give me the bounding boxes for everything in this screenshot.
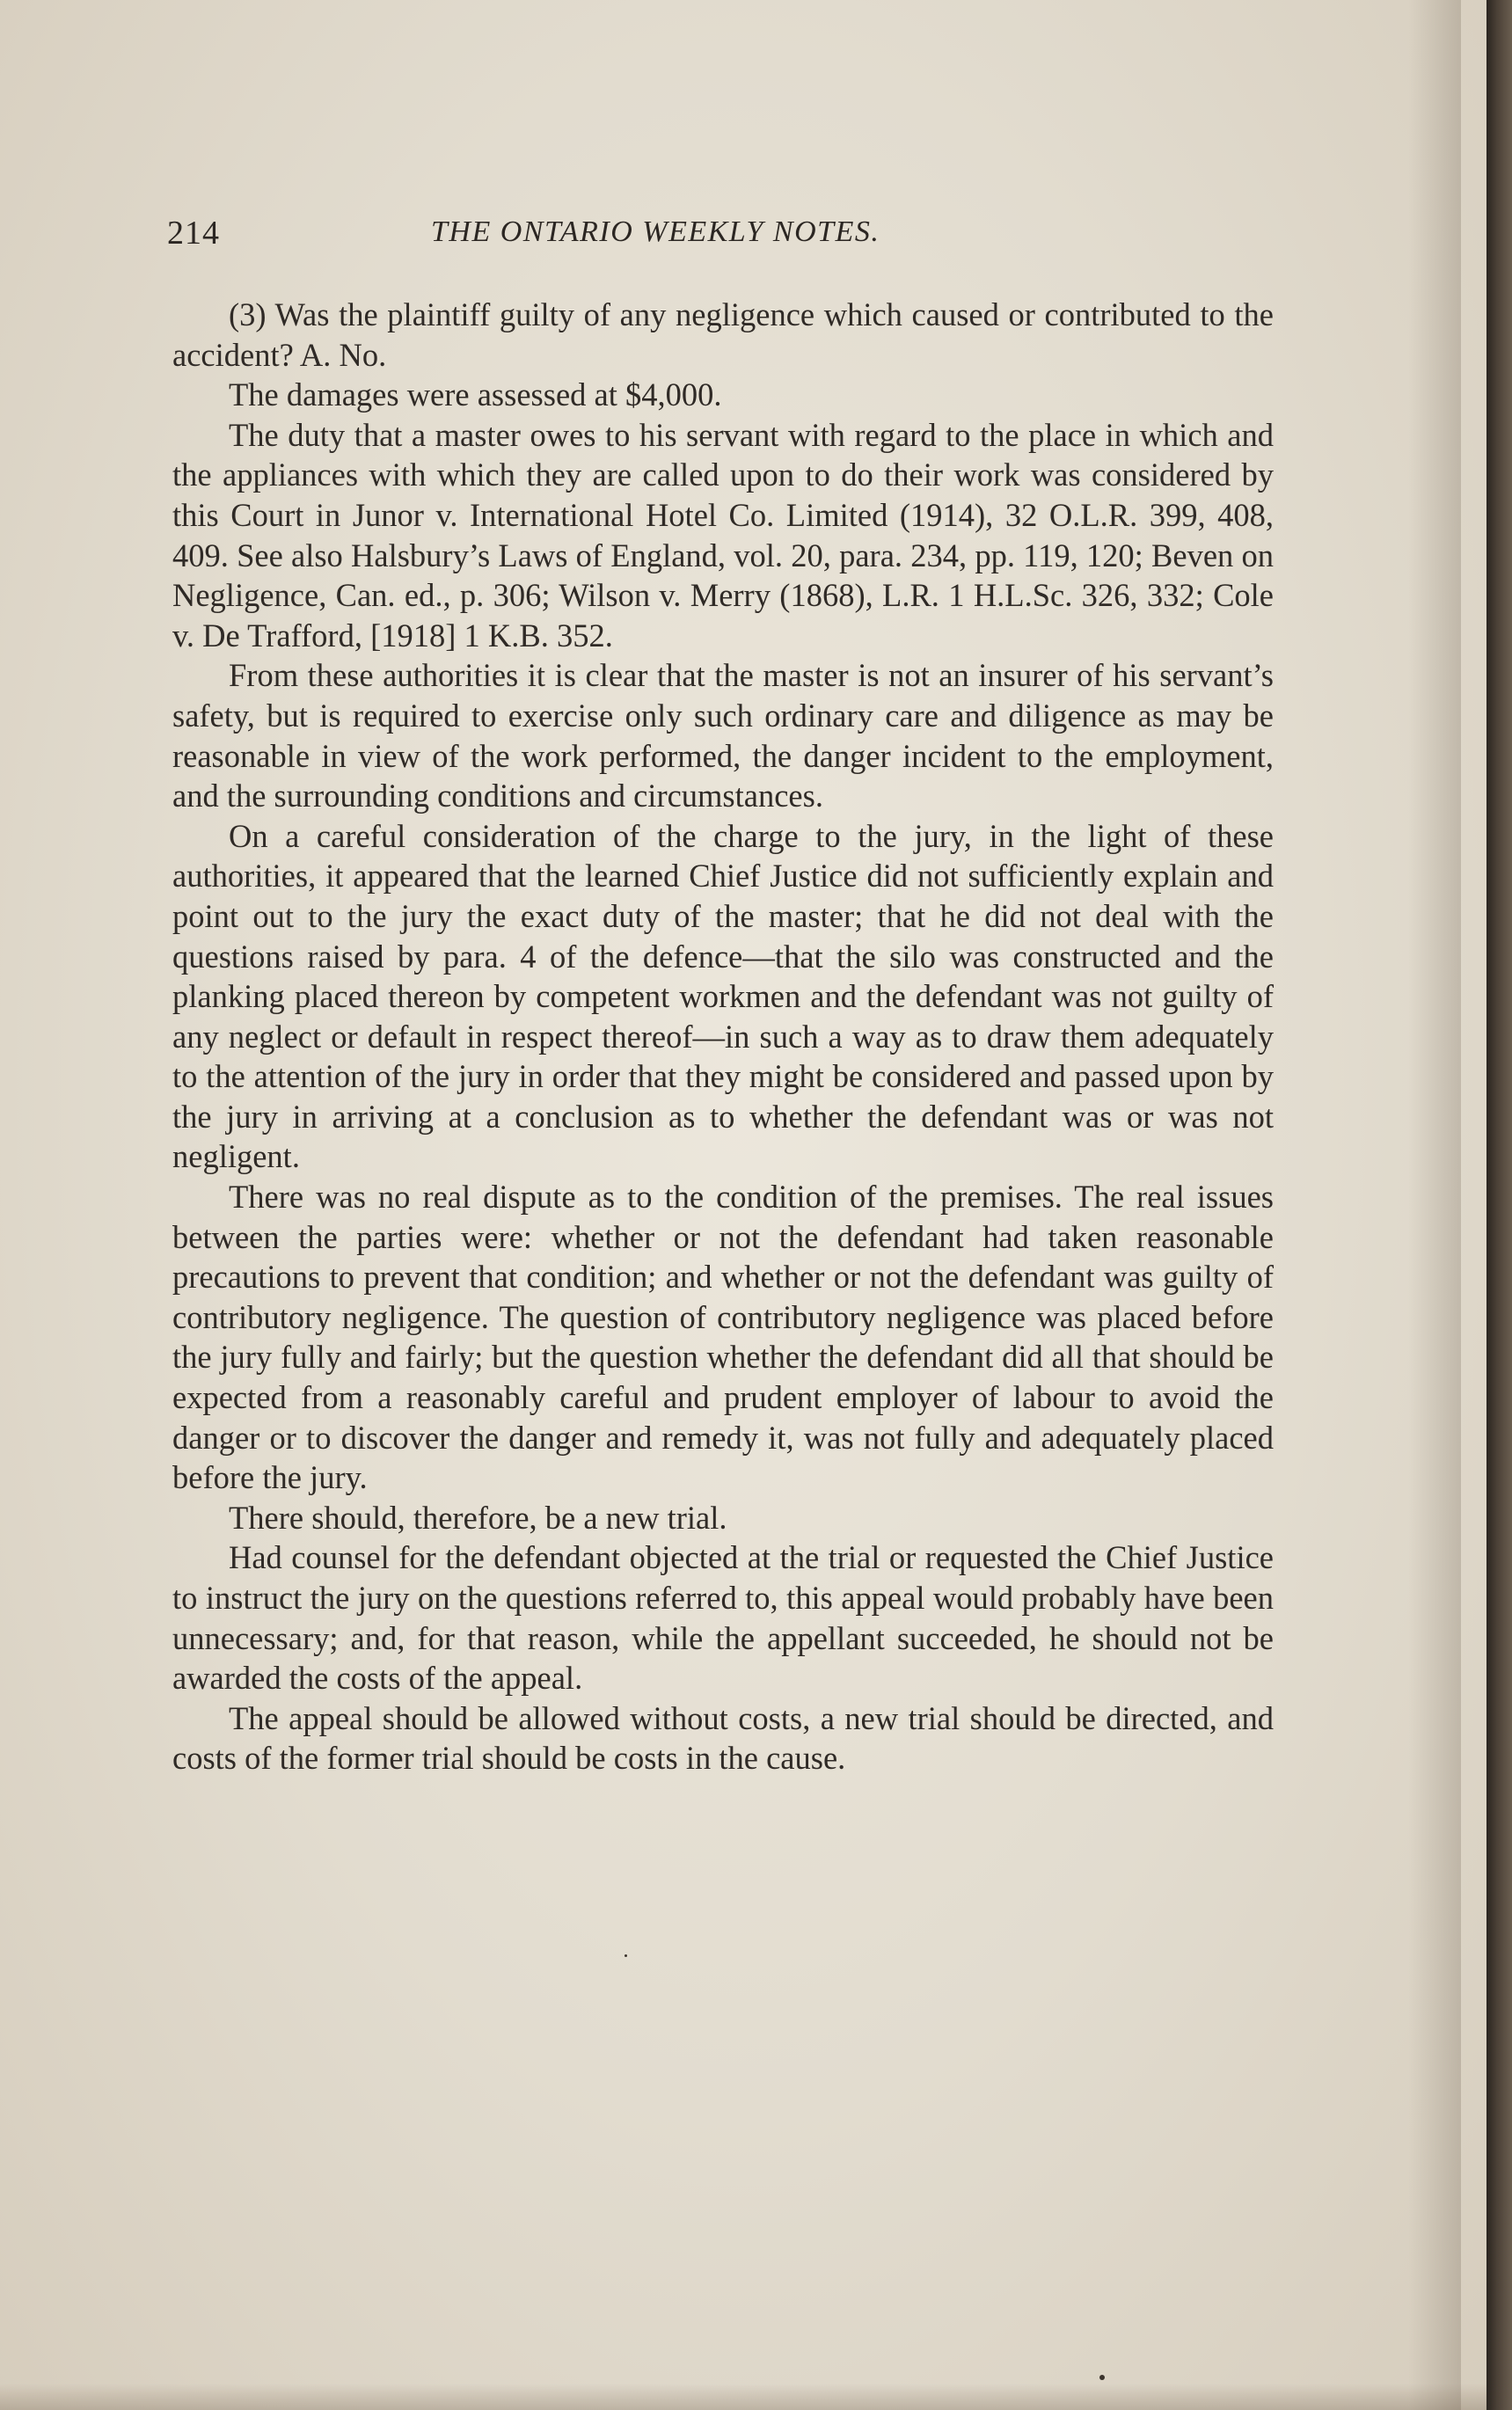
paragraph-master-duty: The duty that a master owes to his servant with regard to the place in which and the appliances with which they are called upon to do their work was considered by this Court in Junor v. International Hotel Co. Limited (1914), 32 O.L.R. 399, 408, 409. See also Halsbury’s Laws of England, vol. 20, para. 234, pp. 119, 120; Beven on Negligence, Can. ed., p. 306; Wilson v. Merry (1868), L.R. 1 H.L.Sc. 326, 332; Cole v. De Trafford, [1918] 1 K.B. 352. — [172, 416, 1274, 654]
page-number: 214 — [167, 215, 220, 252]
page-edge — [1486, 0, 1512, 2410]
paragraph-authorities: From these authorities it is clear that the master is not an insurer of his servant’s safety, but is required to exercise only such ordinary care and diligence as may be reasonable in view of the work performed, the danger incident to the employment, and the surrounding conditions and circumstances. — [172, 657, 1274, 814]
paragraph-counsel: Had counsel for the defendant objected at the trial or requested the Chief Justice to instruct the jury on the questions referred to, this appeal would probably have been unnecessary; and, for that reason, while the appellant succeeded, he should not be awarded the costs of the appeal. — [172, 1539, 1274, 1697]
paragraph-jury-question-3: (3) Was the plaintiff guilty of any negligence which caused or contributed to the accident? A. No. — [172, 296, 1274, 373]
running-title: THE ONTARIO WEEKLY NOTES. — [431, 215, 880, 248]
paper-speck — [1099, 2375, 1105, 2380]
paragraph-disposition: The appeal should be allowed without costs, a new trial should be directed, and costs of the former trial should be costs in the cause. — [172, 1699, 1274, 1777]
paper-speck — [625, 1954, 627, 1957]
paragraph-damages: The damages were assessed at $4,000. — [229, 376, 722, 413]
page-header — [167, 214, 1267, 258]
paragraph-new-trial: There should, therefore, be a new trial. — [229, 1499, 727, 1536]
paragraph-real-issues: There was no real dispute as to the condition of the premises. The real issues between the parties were: whether or not the defendant had taken reasonable precautions to prevent that condition; and whether or not the defendant was guilty of contributory negligence. The question of contributory negligence was placed before the jury fully and fairly; but the question whether the defendant did all that should be expected from a reasonably careful and prudent employer of labour to avoid the danger or to discover the danger and remedy it, was not fully and adequately placed before the jury. — [172, 1179, 1274, 1496]
page-bottom-shadow — [0, 2384, 1486, 2410]
spine-shadow — [1408, 0, 1461, 2410]
body-text — [172, 295, 1274, 1778]
paragraph-charge-to-jury: On a careful consideration of the charge to the jury, in the light of these authorities, it appeared that the learned Chief Justice did not sufficiently explain and point out to the jury the exact duty of the master; that he did not deal with the questions raised by para. 4 of the defence—that the silo was constructed and the planking placed thereon by competent workmen and the defendant was not guilty of any neglect or default in respect thereof—in such a way as to draw them adequately to the attention of the jury in order that they might be considered and passed upon by the jury in arriving at a conclusion as to whether the defendant was or was not negligent. — [172, 817, 1274, 1175]
